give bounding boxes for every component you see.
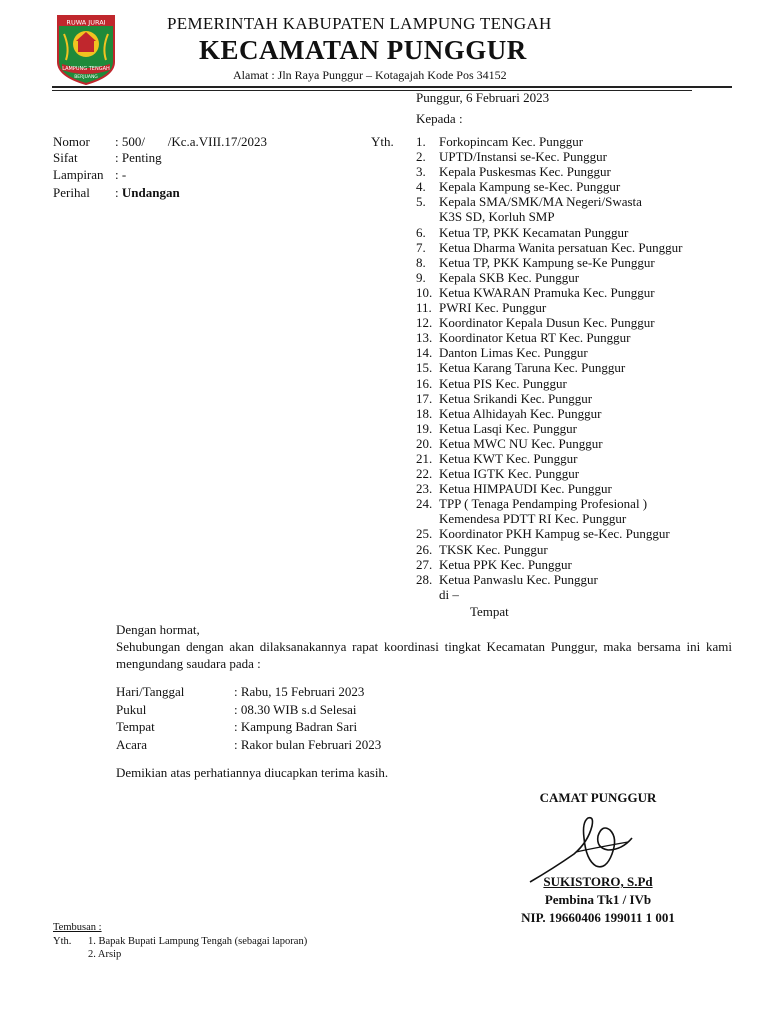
- header-rule-thin: [52, 90, 692, 91]
- recipient-item: [416, 330, 682, 345]
- recipient-number: 26.: [416, 541, 433, 557]
- logo-top-text: RUWA JURAI: [66, 18, 106, 27]
- signatory-rank: Pembina Tk1 / IVb: [544, 892, 652, 907]
- recipient-text: Ketua Srikandi Kec. Punggur: [439, 390, 593, 406]
- header-office: KECAMATAN PUNGGUR: [199, 35, 527, 65]
- recipient-text: Ketua KWARAN Pramuka Kec. Punggur: [439, 284, 655, 300]
- recipient-text: Forkopincam Kec. Punggur: [439, 134, 584, 149]
- recipient-continuation: Kemendesa PDTT RI Kec. Punggur: [439, 511, 627, 527]
- nomor-value: : 500/ /Kc.a.VIII.17/2023: [115, 134, 268, 149]
- recipient-text: Ketua Lasqi Kec. Punggur: [439, 420, 577, 436]
- recipient-text: Ketua MWC NU Kec. Punggur: [439, 435, 603, 451]
- recipient-number: 23.: [416, 481, 433, 497]
- tembusan-item: 2. Arsip: [88, 949, 122, 960]
- regency-logo: [56, 14, 116, 86]
- recipient-number: 9.: [416, 269, 426, 285]
- recipient-item: [416, 345, 682, 360]
- meta-perihal: [53, 185, 180, 201]
- tembusan-label: Tembusan :: [53, 922, 102, 933]
- recipient-number: 18.: [416, 405, 433, 421]
- recipient-number: 22.: [416, 466, 433, 482]
- greeting: Dengan hormat,: [116, 622, 200, 637]
- recipient-item: [416, 526, 682, 541]
- sifat-value: : Penting: [115, 150, 162, 165]
- recipient-number: 5.: [416, 194, 426, 210]
- recipient-item: [416, 179, 682, 194]
- recipient-number: 4.: [416, 179, 426, 195]
- recipient-number: 8.: [416, 254, 426, 270]
- yth-label: Yth.: [371, 134, 394, 149]
- nomor-label: Nomor: [53, 134, 90, 149]
- detail-value: : Rakor bulan Februari 2023: [234, 736, 382, 752]
- body-paragraph: Sehubungan dengan akan dilaksanakannya rapat koordinasi tingkat Kecamatan Punggur, maka bersama ini kami mengundang saudara pada :: [116, 639, 732, 671]
- recipient-number: 20.: [416, 435, 433, 451]
- meta-sifat: [53, 150, 162, 166]
- perihal-colon: :: [115, 185, 122, 200]
- recipient-text: Ketua Karang Taruna Kec. Punggur: [439, 360, 626, 376]
- recipient-item: [416, 240, 682, 255]
- recipient-text: Ketua Panwaslu Kec. Punggur: [439, 571, 598, 587]
- recipient-item: [416, 406, 682, 421]
- recipient-item: [416, 149, 682, 164]
- recipient-item: [416, 255, 682, 270]
- recipient-text: Ketua TP, PKK Kecamatan Punggur: [439, 224, 629, 240]
- tembusan-item: 1. Bapak Bupati Lampung Tengah (sebagai laporan): [88, 936, 308, 947]
- lampiran-value: : -: [115, 167, 127, 182]
- recipient-number: 28.: [416, 571, 433, 587]
- sifat-label: Sifat: [53, 150, 78, 165]
- signatory-nip: NIP. 19660406 199011 1 001: [521, 910, 675, 925]
- recipient-text: Koordinator Ketua RT Kec. Punggur: [439, 330, 631, 346]
- detail-value: : 08.30 WIB s.d Selesai: [234, 701, 357, 717]
- event-details: [116, 683, 381, 753]
- detail-row: [116, 683, 381, 701]
- header-rule-thick: [52, 86, 732, 88]
- perihal-label: Perihal: [53, 185, 90, 200]
- recipient-text: Ketua HIMPAUDI Kec. Punggur: [439, 481, 612, 497]
- recipient-item: [416, 436, 682, 451]
- recipient-number: 14.: [416, 345, 433, 361]
- di-label: di –: [439, 586, 459, 602]
- detail-label: Pukul: [116, 701, 147, 717]
- tembusan-yth: Yth.: [53, 936, 72, 947]
- recipient-item: [416, 451, 682, 466]
- recipient-text: Koordinator Kepala Dusun Kec. Punggur: [439, 315, 655, 331]
- logo-ribbon-text: LAMPUNG TENGAH: [62, 66, 110, 72]
- detail-value: : Kampung Badran Sari: [234, 719, 358, 734]
- recipient-item: [416, 376, 682, 391]
- recipient-item: [416, 194, 682, 209]
- recipient-item: [416, 225, 682, 240]
- recipient-item: [416, 481, 682, 496]
- recipient-number: 11.: [416, 300, 432, 316]
- recipient-item: [416, 542, 682, 557]
- recipient-number: 25.: [416, 526, 433, 542]
- recipient-number: 24.: [416, 496, 433, 512]
- recipient-text: PWRI Kec. Punggur: [439, 300, 547, 316]
- signatory-name: SUKISTORO, S.Pd: [543, 874, 653, 889]
- recipient-text: Ketua IGTK Kec. Punggur: [439, 466, 580, 482]
- detail-label: Hari/Tanggal: [116, 684, 185, 699]
- detail-label: Tempat: [116, 719, 155, 734]
- recipient-text: Kepala SKB Kec. Punggur: [439, 269, 580, 285]
- detail-label: Acara: [116, 736, 148, 752]
- recipient-number: 1.: [416, 134, 426, 149]
- recipient-item: [416, 270, 682, 285]
- recipient-number: 17.: [416, 390, 433, 406]
- recipient-number: 15.: [416, 360, 433, 376]
- recipient-number: 21.: [416, 450, 433, 466]
- recipient-number: 16.: [416, 375, 433, 391]
- recipient-text: Kepala SMA/SMK/MA Negeri/Swasta: [439, 194, 642, 210]
- recipient-text: TKSK Kec. Punggur: [439, 541, 548, 557]
- lampiran-label: Lampiran: [53, 167, 104, 182]
- recipient-item: [416, 164, 682, 179]
- detail-row: [116, 701, 381, 719]
- recipient-item: [416, 315, 682, 330]
- recipient-item: [416, 466, 682, 481]
- recipient-number: 6.: [416, 224, 426, 240]
- recipient-item: [416, 134, 682, 149]
- recipient-item: [416, 496, 682, 511]
- signatory-title: CAMAT PUNGGUR: [539, 790, 657, 805]
- recipient-text: Ketua PIS Kec. Punggur: [439, 375, 567, 391]
- recipient-text: Ketua Dharma Wanita persatuan Kec. Punggur: [439, 239, 683, 255]
- meta-lampiran: [53, 167, 126, 183]
- recipient-item: [416, 572, 682, 587]
- recipient-item: [416, 285, 682, 300]
- recipient-text: Ketua TP, PKK Kampung se-Ke Punggur: [439, 254, 655, 270]
- header-address: Alamat : Jln Raya Punggur – Kotagajah Kode Pos 34152: [233, 68, 507, 82]
- recipient-text: Ketua PPK Kec. Punggur: [439, 556, 572, 572]
- letter-date: Punggur, 6 Februari 2023: [416, 90, 550, 105]
- recipient-number: 2.: [416, 149, 426, 165]
- recipient-item: [416, 421, 682, 436]
- recipient-text: TPP ( Tenaga Pendamping Profesional ): [439, 496, 648, 512]
- detail-value: : Rabu, 15 Februari 2023: [234, 684, 365, 699]
- recipient-text: UPTD/Instansi se-Kec. Punggur: [439, 149, 607, 165]
- detail-row: [116, 718, 381, 736]
- recipient-number: 12.: [416, 315, 433, 331]
- recipient-text: Kepala Kampung se-Kec. Punggur: [439, 179, 621, 195]
- recipient-item: [416, 391, 682, 406]
- recipient-number: 13.: [416, 330, 433, 346]
- recipient-text: Kepala Puskesmas Kec. Punggur: [439, 164, 611, 180]
- closing-line: Demikian atas perhatiannya diucapkan terima kasih.: [116, 765, 389, 780]
- recipient-number: 7.: [416, 239, 426, 255]
- recipient-text: Ketua Alhidayah Kec. Punggur: [439, 405, 602, 421]
- recipient-list: [416, 134, 682, 619]
- recipient-text: Danton Limas Kec. Punggur: [439, 345, 588, 361]
- recipient-number: 27.: [416, 556, 433, 572]
- kepada-label: Kepada :: [416, 111, 463, 126]
- recipient-number: 10.: [416, 284, 433, 300]
- detail-row: [116, 736, 381, 754]
- header-government: PEMERINTAH KABUPATEN LAMPUNG TENGAH: [167, 14, 552, 33]
- recipient-item: [416, 557, 682, 572]
- logo-bottom-text: BERJUANG: [74, 75, 98, 80]
- meta-nomor: [53, 134, 267, 150]
- perihal-value: Undangan: [121, 185, 180, 200]
- recipient-item: [416, 300, 682, 315]
- recipient-number: 19.: [416, 420, 433, 436]
- recipient-item: [416, 360, 682, 375]
- recipient-number: 3.: [416, 164, 426, 180]
- recipient-text: Ketua KWT Kec. Punggur: [439, 450, 578, 466]
- recipient-text: Koordinator PKH Kampug se-Kec. Punggur: [439, 526, 670, 542]
- recipient-continuation: K3S SD, Korluh SMP: [439, 209, 555, 225]
- tempat-label: Tempat: [470, 603, 509, 619]
